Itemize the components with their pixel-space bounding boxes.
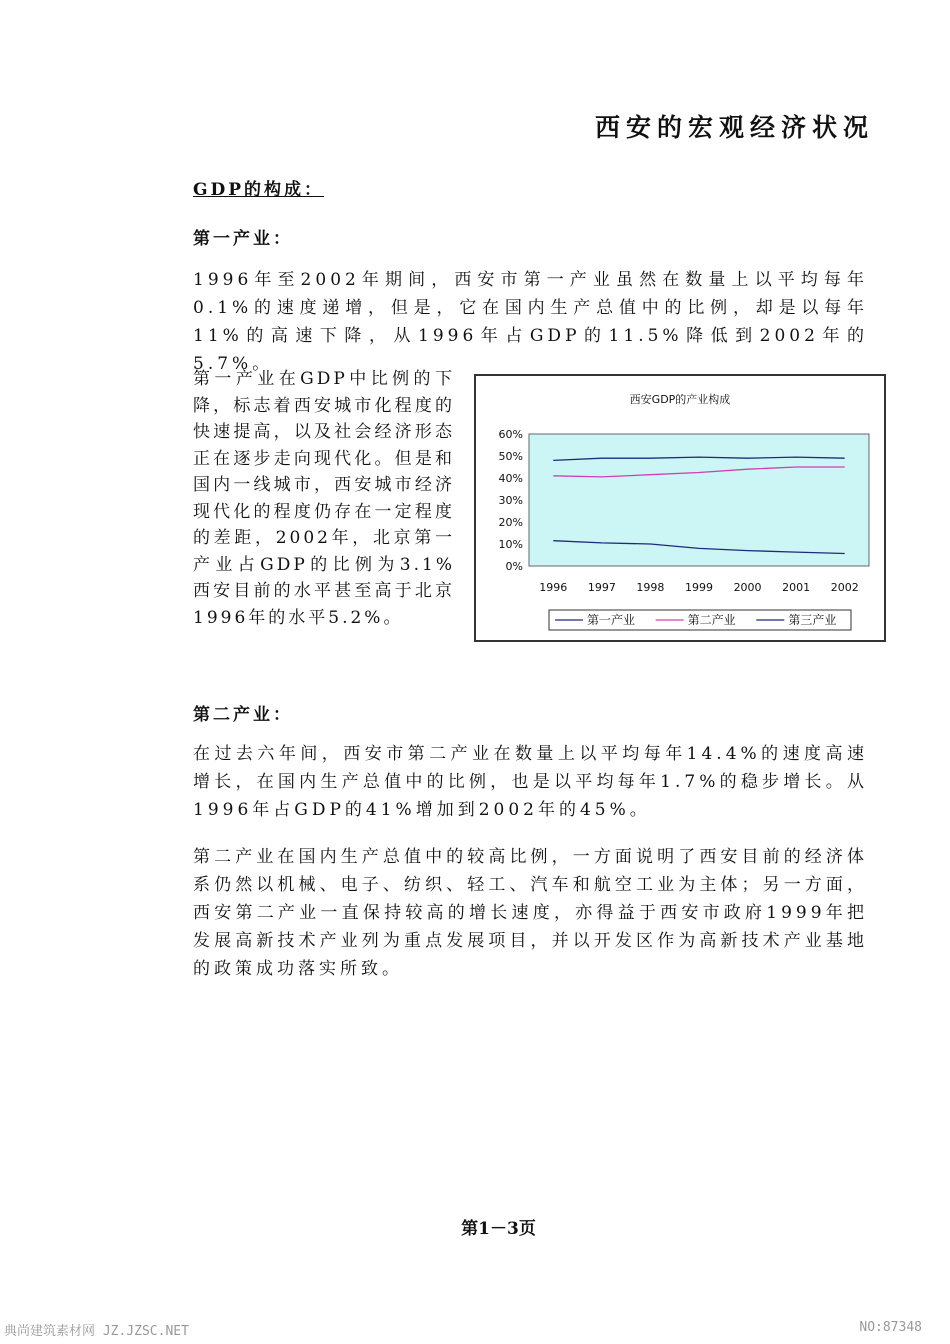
secondary-paragraph-2: 第二产业在国内生产总值中的较高比例，一方面说明了西安目前的经济体系仍然以机械、电子、纺织、轻工、汽车和航空工业为主体；另一方面，西安第二产业一直保持较高的增长速度，亦得益于西安市政府1999年把发展高新技术产业列为重点发展项目，并以开发区作为高新技术产业基地的政策成功落实所致。 xyxy=(193,847,868,979)
primary-industry-heading: 第一产业： xyxy=(193,229,293,249)
page-number: 第1－3页 xyxy=(461,1219,536,1239)
x-tick-label: 1996 xyxy=(539,581,568,594)
x-tick-label: 1999 xyxy=(685,581,713,594)
x-tick-label: 2002 xyxy=(830,581,859,594)
y-tick-label: 60% xyxy=(498,428,523,441)
x-axis xyxy=(539,581,858,594)
x-tick-label: 1998 xyxy=(636,581,665,594)
y-tick-label: 50% xyxy=(498,450,523,463)
x-tick-label: 1997 xyxy=(587,581,616,594)
x-tick-label: 2000 xyxy=(733,581,762,594)
secondary-paragraph-1: 在过去六年间，西安市第二产业在数量上以平均每年14.4%的速度高速增长，在国内生产总值中的比例，也是以平均每年1.7%的稳步增长。从1996年占GDP的41%增加到2002年的45%。 xyxy=(193,744,868,820)
y-tick-label: 0% xyxy=(505,560,523,573)
legend-label: 第二产业 xyxy=(687,613,736,627)
footer-id: NO:87348 xyxy=(859,1320,922,1335)
y-tick-label: 30% xyxy=(498,494,523,507)
primary-paragraph-1: 1996年至2002年期间，西安市第一产业虽然在数量上以平均每年0.1%的速度递增，但是，它在国内生产总值中的比例，却是以每年11%的高速下降，从1996年占GDP的11.5%降低到2002年的5.7%。 xyxy=(193,270,868,374)
legend-label: 第一产业 xyxy=(587,613,636,627)
y-tick-label: 10% xyxy=(498,538,523,551)
page-title: 西安的宏观经济状况 xyxy=(594,113,874,142)
secondary-industry-heading: 第二产业： xyxy=(193,705,293,725)
y-axis xyxy=(499,428,523,573)
legend-label: 第三产业 xyxy=(788,613,837,627)
y-tick-label: 40% xyxy=(498,472,523,485)
gdp-heading: GDP的构成： xyxy=(193,180,325,200)
gdp-structure-chart xyxy=(474,374,886,642)
footer-watermark: 典尚建筑素材网 JZ.JZSC.NET xyxy=(4,1324,189,1339)
y-tick-label: 20% xyxy=(498,516,523,529)
chart-svg xyxy=(476,376,884,640)
x-tick-label: 2001 xyxy=(782,581,811,594)
primary-paragraph-2: 第一产业在GDP中比例的下降，标志着西安城市化程度的快速提高，以及社会经济形态正在逐步走向现代化。但是和国内一线城市，西安城市经济现代化的程度仍存在一定程度的差距，2002年，北京第一产业占GDP的比例为3.1%西安目前的水平甚至高于北京1996年的水平5.2%。 xyxy=(193,369,455,628)
plot-area xyxy=(529,434,869,566)
chart-legend xyxy=(549,610,851,630)
chart-title: 西安GDP的产业构成 xyxy=(629,393,731,406)
